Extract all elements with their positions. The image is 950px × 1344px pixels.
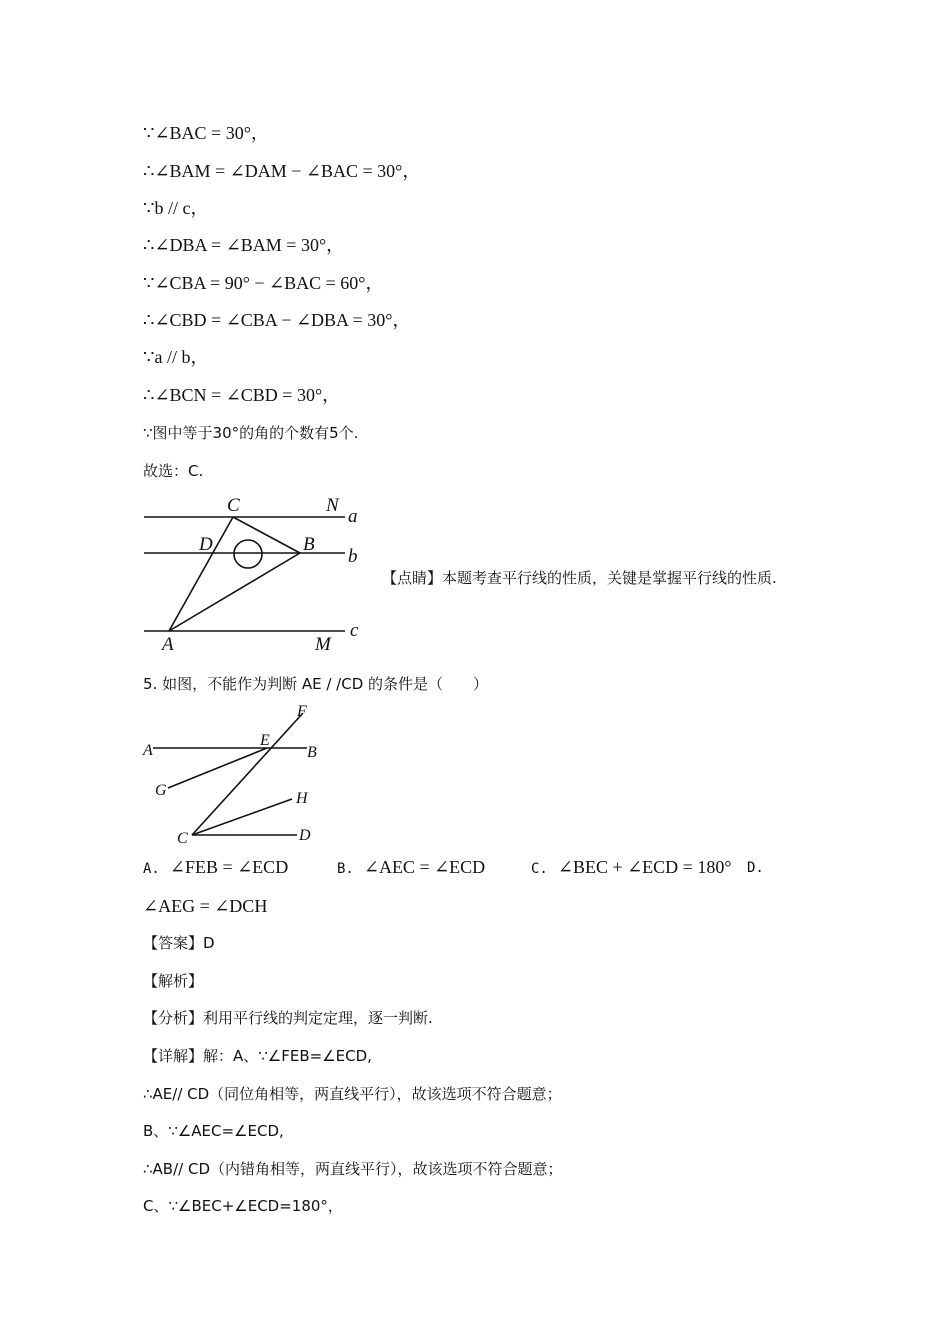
answer-choice-line: 故选：C. bbox=[143, 462, 204, 480]
option-c-label: C. bbox=[531, 861, 548, 877]
fenxi-line: 【分析】利用平行线的判定定理，逐一判断. bbox=[143, 1009, 433, 1027]
segment-cb bbox=[233, 517, 300, 553]
step-line-1: ∴AE// CD（同位角相等，两直线平行），故该选项不符合题意； bbox=[143, 1085, 562, 1103]
question-5-stem: 5. 如图，不能作为判断 AE / /CD 的条件是（ ） bbox=[143, 675, 489, 693]
solution-line-1: ∵∠BAC = 30°， bbox=[143, 123, 269, 143]
option-a-text: ∠FEB = ∠ECD bbox=[169, 857, 289, 877]
parallel-lines-figure bbox=[140, 492, 380, 657]
label-E: E bbox=[260, 732, 270, 749]
option-c bbox=[531, 857, 732, 878]
option-d-label: D. bbox=[747, 860, 764, 876]
solution-line-2: ∴∠BAM = ∠DAM − ∠BAC = 30°， bbox=[143, 161, 421, 181]
option-a-label: A. bbox=[143, 861, 160, 877]
step-line-3: ∴AB// CD（内错角相等，两直线平行），故该选项不符合题意； bbox=[143, 1160, 563, 1178]
solution-line-4: ∴∠DBA = ∠BAM = 30°， bbox=[143, 235, 345, 255]
label-B: B bbox=[303, 534, 315, 555]
label-C: C bbox=[227, 495, 240, 516]
solution-line-3: ∵b // c， bbox=[143, 198, 209, 218]
solution-line-7: ∵a // b， bbox=[143, 347, 209, 367]
label-b: b bbox=[348, 546, 358, 567]
label-A: A bbox=[162, 634, 174, 655]
question-5-figure bbox=[140, 700, 340, 848]
label-H: H bbox=[296, 790, 308, 807]
label-A: A bbox=[143, 742, 153, 759]
step-line-2: B、∵∠AEC=∠ECD, bbox=[143, 1122, 284, 1140]
answer-line: 【答案】D bbox=[143, 934, 215, 952]
label-M: M bbox=[315, 634, 331, 655]
option-b bbox=[337, 857, 485, 878]
option-b-label: B. bbox=[337, 861, 354, 877]
option-b-text: ∠AEC = ∠ECD bbox=[363, 857, 486, 877]
dianjing-note: 【点睛】本题考查平行线的性质，关键是掌握平行线的性质. bbox=[382, 569, 777, 587]
solution-line-6: ∴∠CBD = ∠CBA − ∠DBA = 30°， bbox=[143, 310, 411, 330]
solution-line-5: ∵∠CBA = 90° − ∠BAC = 60°， bbox=[143, 273, 384, 293]
step-line-4: C、∵∠BEC+∠ECD=180°， bbox=[143, 1197, 343, 1215]
label-a: a bbox=[348, 506, 358, 527]
option-a bbox=[143, 857, 288, 878]
right-angle-marker bbox=[234, 540, 262, 568]
segment-ba bbox=[169, 553, 300, 631]
label-N: N bbox=[326, 495, 339, 516]
segment-ch bbox=[192, 799, 292, 835]
solution-line-8: ∴∠BCN = ∠CBD = 30°， bbox=[143, 385, 341, 405]
jiexi-heading: 【解析】 bbox=[143, 972, 204, 990]
option-d-label-wrap bbox=[747, 857, 774, 877]
label-C: C bbox=[177, 830, 188, 847]
xiangjie-line: 【详解】解：A、∵∠FEB=∠ECD, bbox=[143, 1047, 372, 1065]
label-D: D bbox=[199, 534, 213, 555]
label-G: G bbox=[155, 782, 167, 799]
solution-conclusion: ∵图中等于30°的角的个数有5个. bbox=[143, 424, 359, 442]
label-B: B bbox=[307, 744, 317, 761]
option-d-text: ∠AEG = ∠DCH bbox=[143, 896, 268, 916]
option-c-text: ∠BEC + ∠ECD = 180° bbox=[557, 857, 732, 877]
label-D: D bbox=[299, 827, 311, 844]
label-c: c bbox=[350, 620, 359, 641]
line-cf bbox=[192, 713, 303, 835]
label-F: F bbox=[297, 703, 307, 720]
